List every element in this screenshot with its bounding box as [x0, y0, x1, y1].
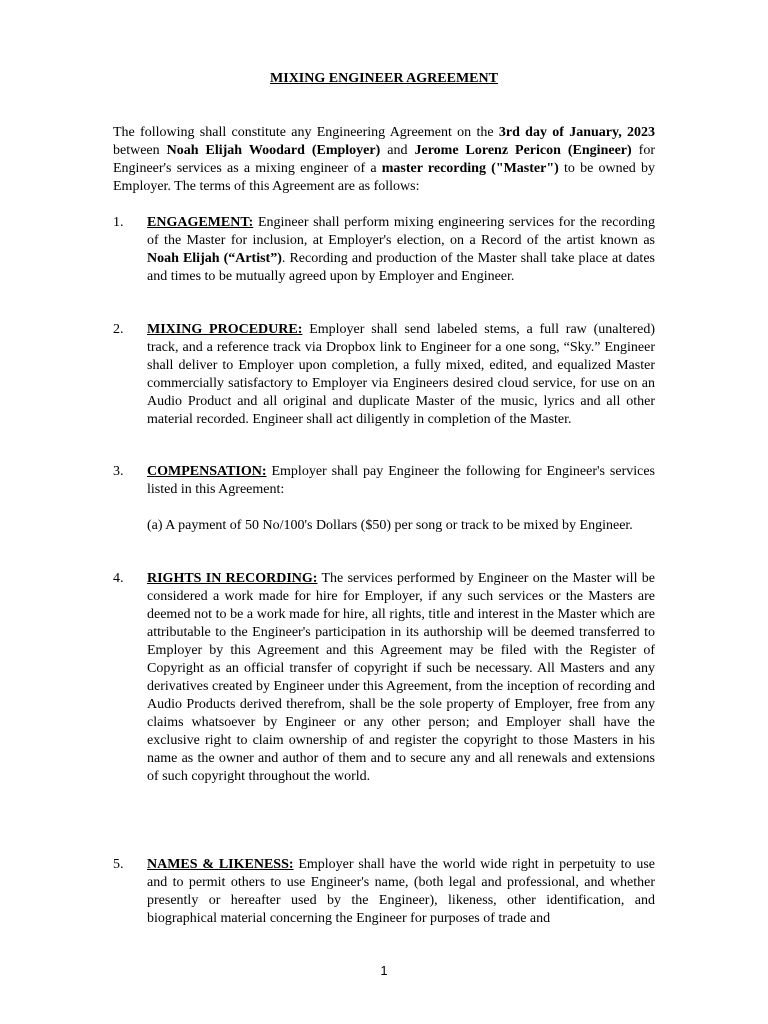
section-heading: RIGHTS IN RECORDING:: [147, 571, 318, 586]
section-heading: COMPENSATION:: [147, 464, 267, 479]
section-number: 3.: [113, 464, 124, 479]
engineer-name: Jerome Lorenz Pericon (Engineer): [414, 143, 632, 158]
section-number: 1.: [113, 215, 124, 230]
intro-text-2: between: [113, 143, 167, 158]
intro-paragraph: [113, 124, 655, 196]
intro-text-5: to be owned by Employer. The terms of this Agreement are as follows:: [113, 161, 655, 194]
section-number: 2.: [113, 322, 124, 337]
artist-name: Noah Elijah (“Artist”): [147, 251, 282, 266]
section-text-2: . Recording and production of the Master shall take place at dates and times to be mutually agreed upon by Employer and Engineer.: [147, 251, 655, 284]
intro-text-4: for Engineer's services as a mixing engineer of a: [113, 143, 655, 176]
employer-name: Noah Elijah Woodard (Employer): [166, 143, 381, 158]
section-text: The services performed by Engineer on the Master will be considered a work made for hire for Employer, if any such services or the Masters are deemed not to be a work made for hire, all rights, title and interest in the Master which are attributable to the Engineer's participation in its authorship will be deemed transferred to Employer by this Agreement and this Agreement may be filed with the Register of Copyright as an official transfer of copyright if such be necessary. All Masters and any derivatives created by Engineer under this Agreement, from the inception of recording and Audio Products derived therefrom, shall be the sole property of Employer, free from any claims whatsoever by Engineer or any other person; and Employer shall have the exclusive right to claim ownership of and register the copyright to those Masters in his name as the owner and author of them and to secure any and all renewals and extensions of such copyright throughout the world.: [147, 571, 655, 784]
section-text: Employer shall have the world wide right in perpetuity to use and to permit others to use Engineer's name, (both legal and professional, and whether presently or hereafter used by the Engineer), likeness, other identification, and biographical material concerning the Engineer for purposes of trade and: [147, 857, 655, 926]
section-text: Engineer shall perform mixing engineering services for the recording of the Master for inclusion, at Employer's election, on a Record of the artist known as: [147, 215, 655, 248]
section-heading: NAMES & LIKENESS:: [147, 857, 294, 872]
section-number: 5.: [113, 857, 124, 872]
master-recording-term: master recording ("Master"): [381, 161, 559, 176]
section-heading: MIXING PROCEDURE:: [147, 322, 303, 337]
intro-text-3: and: [380, 143, 415, 158]
section-text: Employer shall pay Engineer the following for Engineer's services listed in this Agreement:: [147, 464, 655, 497]
section-mixing-procedure: [113, 321, 655, 429]
section-number: 4.: [113, 571, 124, 586]
compensation-payment-clause: (a) A payment of 50 No/100's Dollars ($50) per song or track to be mixed by Engineer.: [147, 518, 633, 533]
section-text: Employer shall send labeled stems, a full raw (unaltered) track, and a reference track via Dropbox link to Engineer for a one song, “Sky.” Engineer shall deliver to Employer upon completion, a fully mixed, edited, and equalized Master commercially satisfactory to Employer via Engineers desired cloud service, for use on an Audio Product and all original and duplicate Master of the music, lyrics and all other material recorded. Engineer shall act diligently in completion of the Master.: [147, 322, 655, 427]
section-rights-in-recording: [113, 570, 655, 786]
intro-text-1: The following shall constitute any Engineering Agreement on the: [113, 125, 499, 140]
agreement-date: 3rd day of January, 2023: [498, 125, 656, 140]
section-heading: ENGAGEMENT:: [147, 215, 254, 230]
section-compensation: [113, 463, 655, 499]
section-names-likeness: [113, 856, 655, 928]
section-engagement: [113, 214, 655, 286]
page-number: 1: [380, 963, 388, 978]
document-title: MIXING ENGINEER AGREEMENT: [270, 71, 498, 86]
